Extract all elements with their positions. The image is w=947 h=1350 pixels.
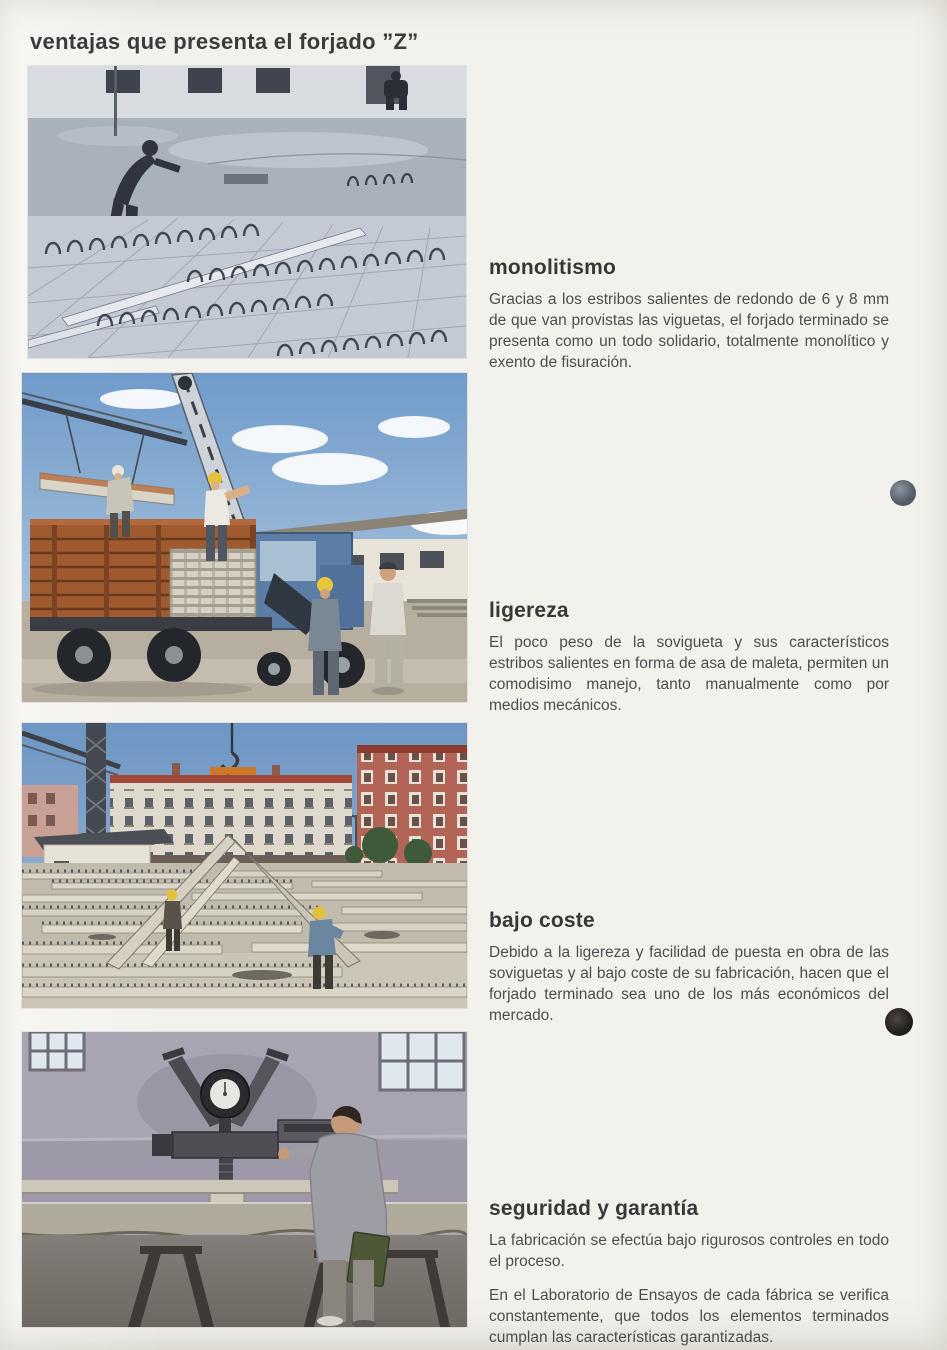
photo-bajo-coste: [22, 723, 467, 1008]
page-title: ventajas que presenta el forjado ”Z”: [30, 29, 419, 54]
laboratory-test-illustration: [22, 1032, 467, 1327]
section-ligereza: [489, 598, 889, 729]
section-heading: monolitismo: [489, 256, 617, 279]
section-bajo-coste: [489, 908, 889, 1039]
section-paragraph: Gracias a los estribos salientes de redondo de 6 y 8 mm de que van provistas las viguetas, el forjado terminado se presenta como un todo solidario, totalmente monolítico y exento de fisuración.: [489, 291, 889, 371]
truck-crane-illustration: [22, 373, 467, 702]
section-heading: ligereza: [489, 599, 569, 622]
photo-seguridad: [22, 1032, 467, 1327]
section-paragraph: En el Laboratorio de Ensayos de cada fábrica se verifica constantemente, que todos los elementos terminados cumplan las características garantizadas.: [489, 1287, 889, 1346]
binder-hole-top: [890, 480, 916, 506]
binder-hole-bottom: [885, 1008, 913, 1036]
photo-monolitismo: [28, 66, 466, 358]
section-heading: seguridad y garantía: [489, 1197, 699, 1220]
section-seguridad-garantia: [489, 1196, 889, 1350]
storage-yard-illustration: [22, 723, 467, 1008]
section-paragraph: La fabricación se efectúa bajo rigurosos controles en todo el proceso.: [489, 1232, 889, 1270]
section-paragraph: Debido a la ligereza y facilidad de puesta en obra de las soviguetas y al bajo coste de su fabricación, hacen que el forjado terminado sea uno de los más económicos del mercado.: [489, 944, 889, 1024]
section-heading: bajo coste: [489, 909, 595, 932]
section-monolitismo: [489, 255, 889, 386]
construction-pour-illustration: [28, 66, 466, 358]
photo-ligereza: [22, 373, 467, 702]
section-paragraph: El poco peso de la sovigueta y sus característicos estribos salientes en forma de asa de maleta, permiten un comodisimo manejo, tanto manualmente como por medios mecánicos.: [489, 634, 889, 714]
